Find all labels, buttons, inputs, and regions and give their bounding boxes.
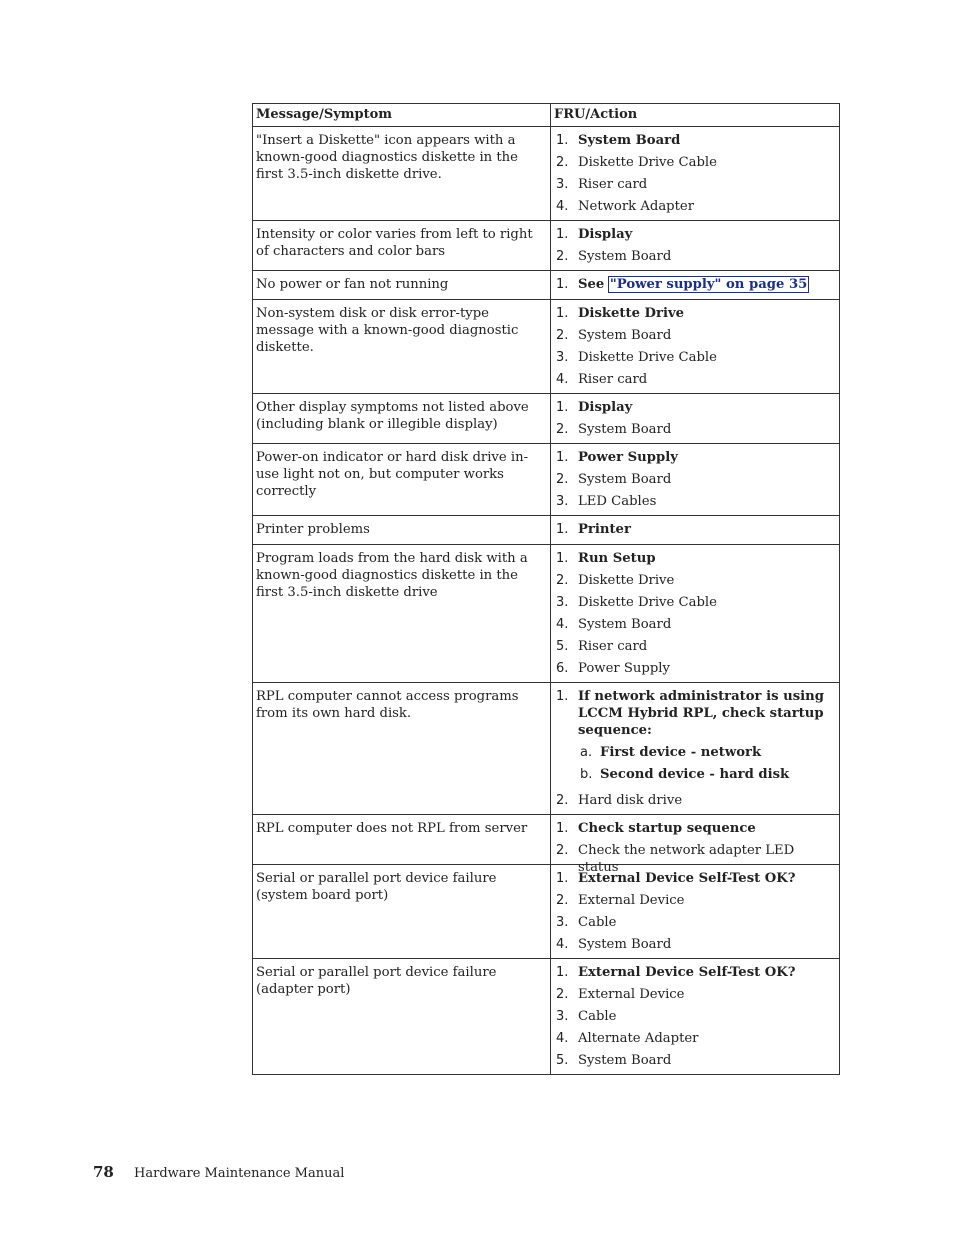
- action-item: 2. External Device: [556, 893, 685, 908]
- action-item: 2. External Device: [556, 987, 685, 1002]
- sub-action-item: b. Second device - hard disk: [580, 767, 790, 782]
- action-item: 5. System Board: [556, 1053, 672, 1068]
- action-cell: [551, 959, 840, 1075]
- page-number: 78: [93, 1163, 114, 1181]
- footer-title: Hardware Maintenance Manual: [134, 1166, 345, 1181]
- action-item: 3. Diskette Drive Cable: [556, 350, 717, 365]
- action-item: 3. Diskette Drive Cable: [556, 595, 717, 610]
- action-cell: [551, 127, 840, 221]
- action-item: 2. System Board: [556, 472, 672, 487]
- action-cell: [551, 683, 840, 815]
- table-row: [253, 271, 840, 300]
- table-row: [253, 683, 840, 815]
- symptom-cell: RPL computer cannot access programs from its own hard disk.: [253, 683, 551, 815]
- action-item: 2. Hard disk drive: [556, 793, 683, 808]
- symptom-cell: "Insert a Diskette" icon appears with a known-good diagnostics diskette in the first 3.5-inch diskette drive.: [253, 127, 551, 221]
- action-item: 1. External Device Self-Test OK?: [556, 871, 796, 886]
- symptom-cell: Intensity or color varies from left to right of characters and color bars: [253, 221, 551, 271]
- action-item: 1. Run Setup: [556, 551, 656, 566]
- action-item: 2. System Board: [556, 249, 672, 264]
- action-item: 5. Riser card: [556, 639, 648, 654]
- power-supply-link[interactable]: "Power supply" on page 35: [609, 277, 808, 292]
- action-item: 3. Riser card: [556, 177, 648, 192]
- table-row: [253, 516, 840, 545]
- table-row: [253, 815, 840, 865]
- action-item: 1. System Board: [556, 133, 681, 148]
- action-item: 4. Riser card: [556, 372, 648, 387]
- fru-table: [252, 103, 840, 1075]
- table-row: [253, 394, 840, 444]
- table-header-row: [253, 104, 840, 127]
- action-item: 4. System Board: [556, 937, 672, 952]
- symptom-cell: No power or fan not running: [253, 271, 551, 300]
- action-item: 4. Network Adapter: [556, 199, 695, 214]
- action-cell: [551, 516, 840, 545]
- action-cell: [551, 300, 840, 394]
- symptom-cell: Serial or parallel port device failure (adapter port): [253, 959, 551, 1075]
- action-item: 3. Cable: [556, 1009, 617, 1024]
- symptom-cell: Non-system disk or disk error-type message with a known-good diagnostic diskette.: [253, 300, 551, 394]
- action-item: 2. Diskette Drive Cable: [556, 155, 717, 170]
- action-item: 2. Check the network adapter LED status: [556, 843, 795, 875]
- symptom-cell: Serial or parallel port device failure (system board port): [253, 865, 551, 959]
- action-cell: [551, 865, 840, 959]
- action-item: 4. System Board: [556, 617, 672, 632]
- table-row: [253, 127, 840, 221]
- action-cell: [551, 221, 840, 271]
- action-item: 2. Diskette Drive: [556, 573, 675, 588]
- symptom-cell: RPL computer does not RPL from server: [253, 815, 551, 865]
- symptom-cell: Program loads from the hard disk with a known-good diagnostics diskette in the first 3.5-inch diskette drive: [253, 545, 551, 683]
- action-item: 2. System Board: [556, 328, 672, 343]
- action-item: 1. If network administrator is using LCCM Hybrid RPL, check startup sequence: a. First device - network b. Second device - hard disk: [554, 688, 836, 792]
- action-item: 1. Display: [556, 227, 633, 242]
- action-item: 3. LED Cables: [556, 494, 657, 509]
- action-cell: [551, 815, 840, 875]
- action-cell: [551, 271, 840, 300]
- action-item: 1. External Device Self-Test OK?: [556, 965, 796, 980]
- header-message-symptom: Message/Symptom: [253, 104, 551, 127]
- action-item: 1. Display: [556, 400, 633, 415]
- table-row: [253, 444, 840, 516]
- symptom-cell: Printer problems: [253, 516, 551, 545]
- table-row: [253, 300, 840, 394]
- table-row: [253, 865, 840, 959]
- table-row: [253, 959, 840, 1075]
- action-cell: [551, 394, 840, 444]
- header-fru-action: FRU/Action: [551, 104, 840, 127]
- action-cell: [551, 545, 840, 683]
- symptom-cell: Power-on indicator or hard disk drive in-use light not on, but computer works correctly: [253, 444, 551, 516]
- table-row: [253, 545, 840, 683]
- action-item: 1. Check startup sequence: [556, 821, 756, 836]
- page-footer: [93, 1163, 344, 1181]
- action-item: 1. Diskette Drive: [556, 306, 685, 321]
- symptom-cell: Other display symptoms not listed above (including blank or illegible display): [253, 394, 551, 444]
- action-item: 6. Power Supply: [556, 661, 670, 676]
- action-item: 1. See "Power supply" on page 35: [556, 277, 808, 292]
- action-item: 1. Power Supply: [556, 450, 678, 465]
- action-cell: [551, 444, 840, 516]
- action-item: 3. Cable: [556, 915, 617, 930]
- sub-action-item: a. First device - network: [580, 745, 762, 760]
- action-item: 4. Alternate Adapter: [556, 1031, 699, 1046]
- action-item: 1. Printer: [556, 522, 631, 537]
- table-row: [253, 221, 840, 271]
- action-item: 2. System Board: [556, 422, 672, 437]
